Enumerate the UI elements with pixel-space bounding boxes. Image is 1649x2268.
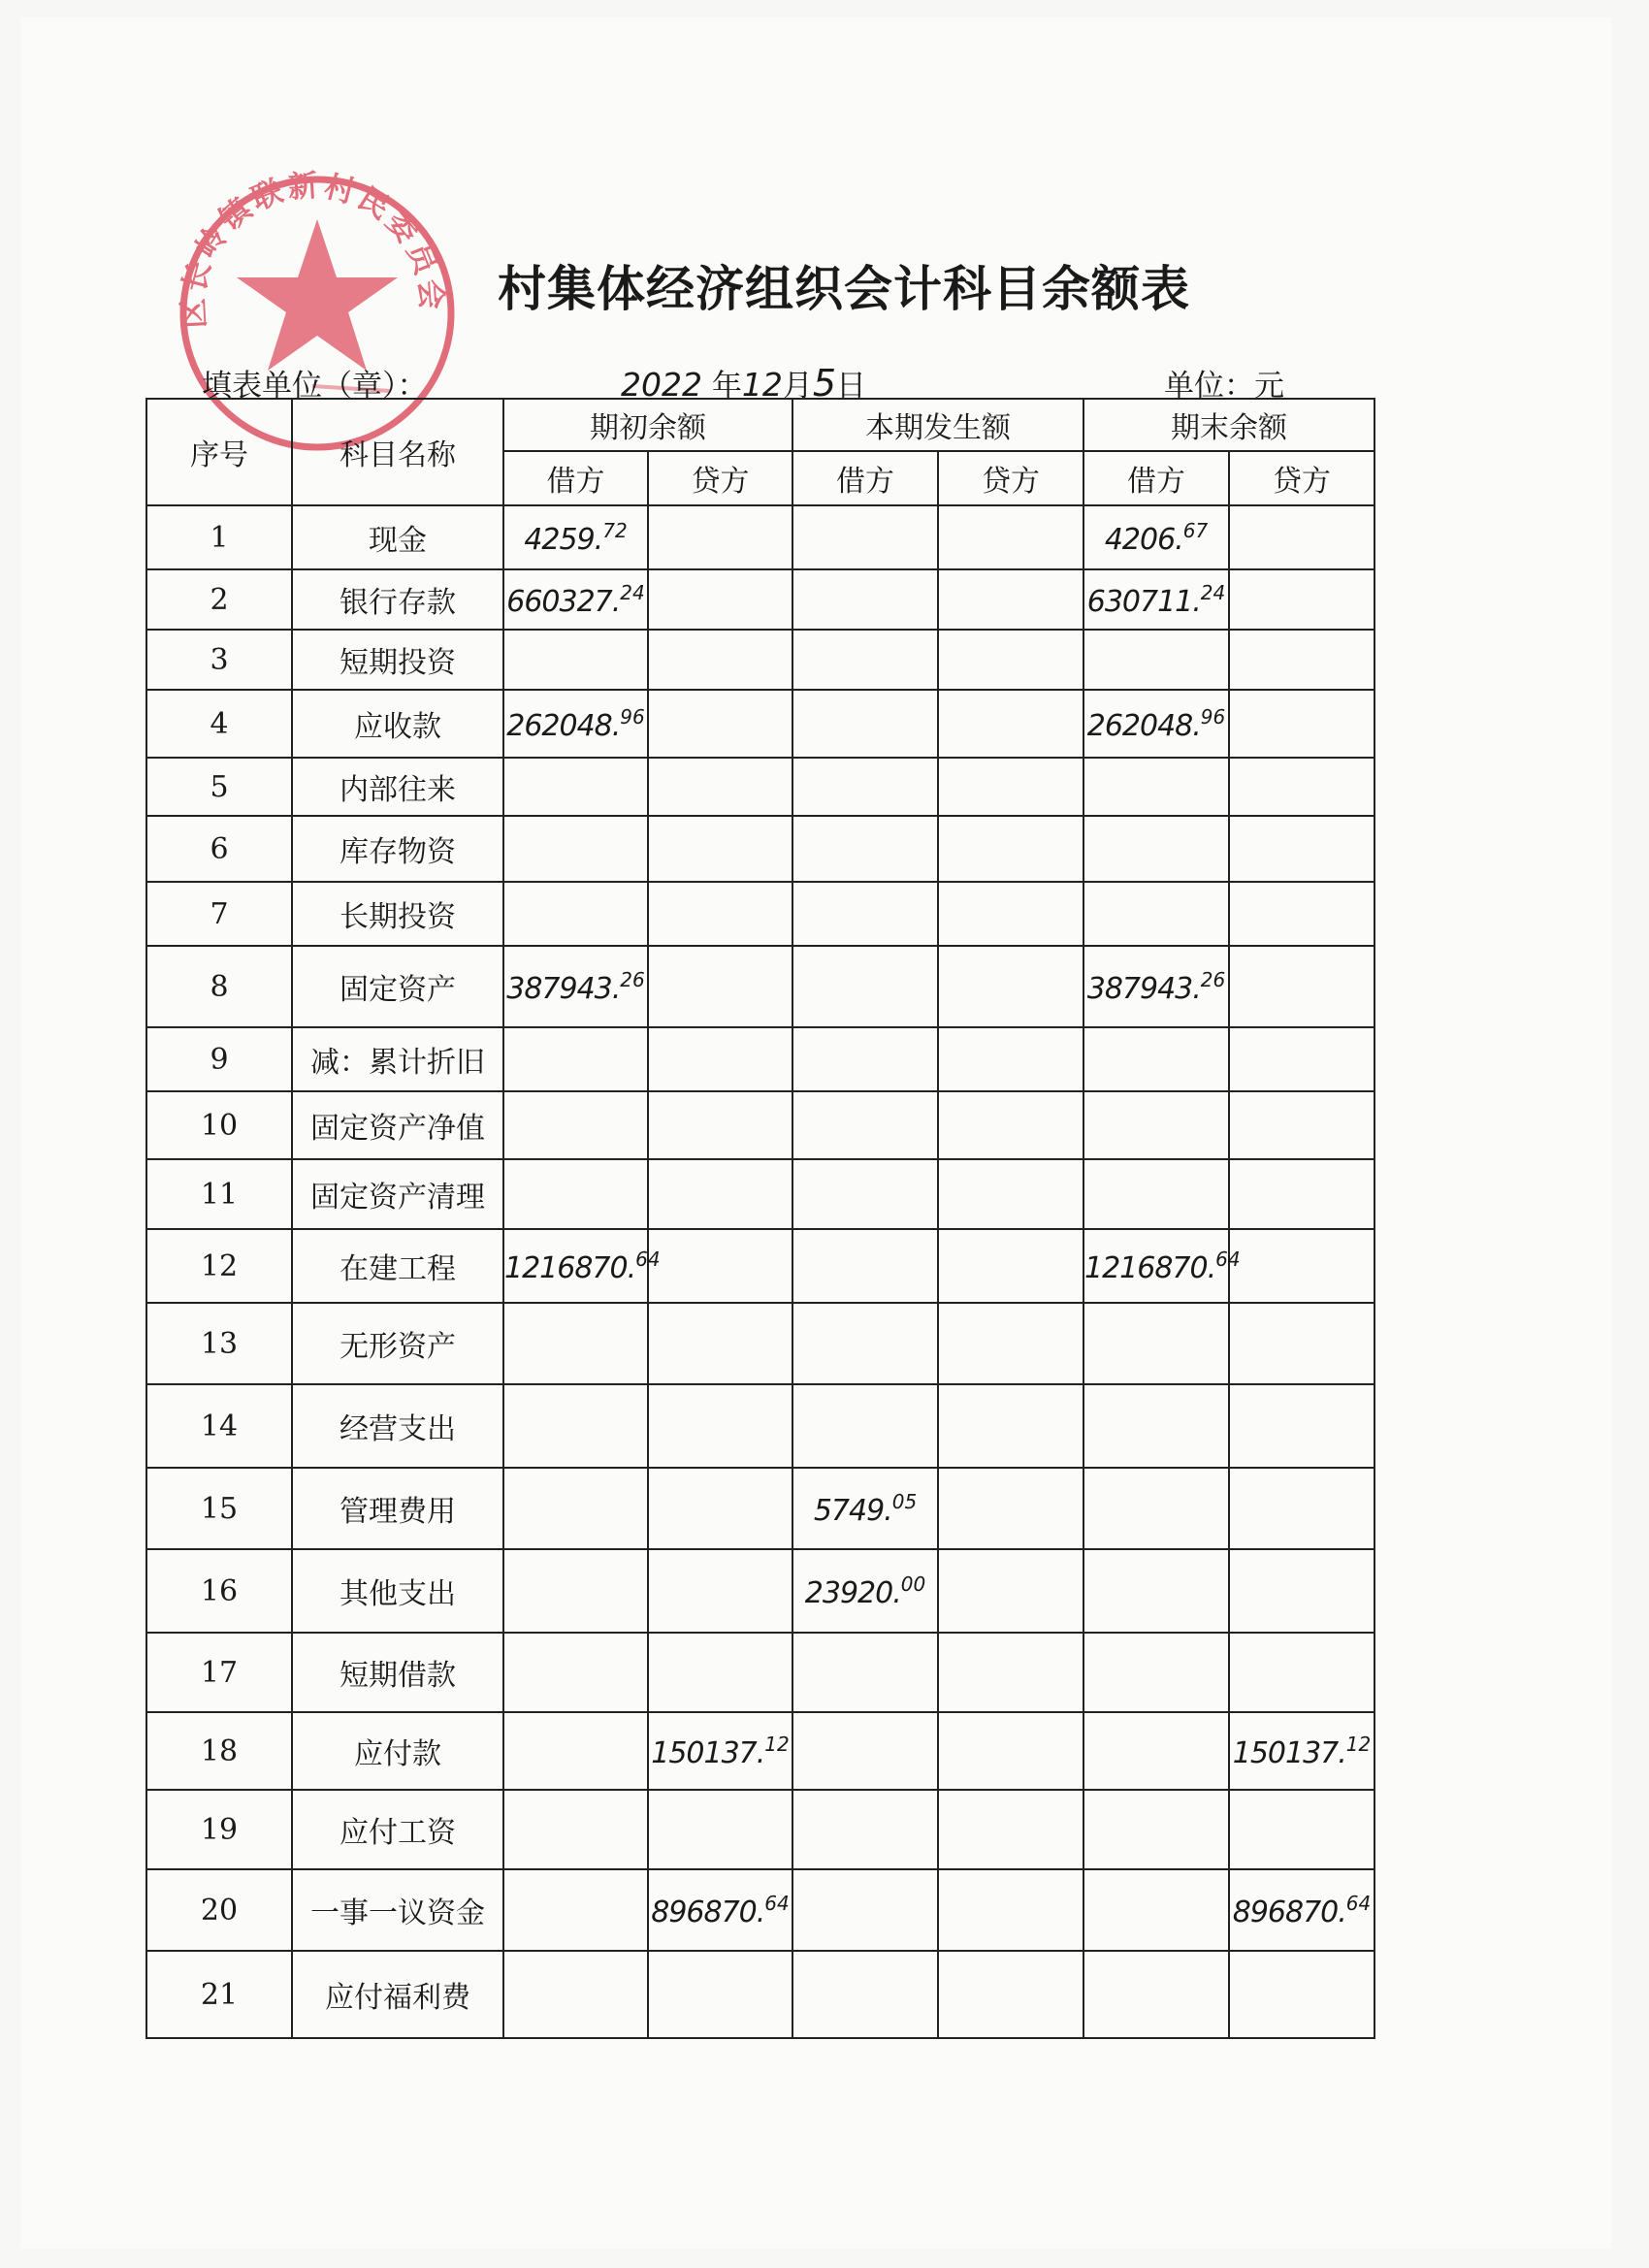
row-index: 13: [146, 1303, 292, 1384]
amount-opening-credit: [648, 816, 792, 882]
amount-decimals: 64: [764, 1891, 790, 1915]
amount-opening-debit: [503, 1384, 648, 1468]
subject-name: 应付款: [292, 1712, 503, 1790]
amount-decimals: 26: [620, 967, 645, 991]
col-header-current-credit: 贷方: [938, 451, 1083, 505]
amount-closing-debit: [1083, 1468, 1229, 1549]
table-row: [146, 1468, 1374, 1549]
amount-current-debit: [792, 569, 938, 630]
col-header-index: 序号: [146, 399, 292, 505]
filling-unit-label: 填表单位（章）：: [202, 369, 428, 404]
amount-closing-credit: [1229, 505, 1374, 569]
subject-name: 一事一议资金: [292, 1869, 503, 1951]
amount-value: 387943.: [506, 971, 621, 1006]
amount-opening-debit: [503, 630, 648, 690]
amount-current-debit: [792, 1633, 938, 1712]
amount-decimals: 00: [900, 1571, 926, 1596]
amount-opening-debit: [503, 1027, 648, 1091]
amount-closing-debit: [1083, 946, 1229, 1027]
amount-current-credit: [938, 505, 1083, 569]
col-header-closing: 期末余额: [1083, 399, 1374, 451]
table-row: [146, 569, 1374, 630]
amount-decimals: 24: [620, 580, 645, 604]
amount-opening-credit: [648, 569, 792, 630]
amount-opening-credit: [648, 1159, 792, 1229]
amount-closing-credit: [1229, 1384, 1374, 1468]
amount-current-debit: [792, 505, 938, 569]
amount-current-credit: [938, 1159, 1083, 1229]
amount-current-credit: [938, 1468, 1083, 1549]
amount-opening-credit: [648, 1229, 792, 1303]
amount-current-debit: [792, 1229, 938, 1303]
amount-current-credit: [938, 1303, 1083, 1384]
amount-opening-credit: [648, 1549, 792, 1633]
table-row: [146, 1303, 1374, 1384]
amount-closing-credit: [1229, 690, 1374, 758]
col-header-opening-credit: 贷方: [648, 451, 792, 505]
amount-value: 4206.: [1104, 522, 1183, 557]
amount-current-credit: [938, 1229, 1083, 1303]
amount-closing-debit: [1083, 1712, 1229, 1790]
amount-value: 1216870.: [504, 1250, 636, 1285]
amount-opening-credit: [648, 1869, 792, 1951]
amount-value: 1216870.: [1084, 1250, 1216, 1285]
amount-current-credit: [938, 1633, 1083, 1712]
amount-decimals: 26: [1200, 967, 1226, 991]
amount-closing-debit: [1083, 569, 1229, 630]
amount-current-credit: [938, 1790, 1083, 1869]
amount-value: 896870.: [651, 1895, 765, 1929]
amount-current-credit: [938, 690, 1083, 758]
amount-value: 150137.: [1232, 1735, 1346, 1770]
subject-name: 经营支出: [292, 1384, 503, 1468]
amount-decimals: 12: [1345, 1732, 1372, 1756]
amount-decimals: 24: [1200, 580, 1226, 604]
amount-opening-credit: [648, 1303, 792, 1384]
subject-name: 固定资产净值: [292, 1091, 503, 1159]
amount-decimals: 12: [764, 1732, 790, 1756]
amount-current-debit: [792, 1384, 938, 1468]
table-row: [146, 1633, 1374, 1712]
subject-name: 在建工程: [292, 1229, 503, 1303]
subject-name: 固定资产清理: [292, 1159, 503, 1229]
amount-decimals: 72: [602, 518, 628, 542]
amount-opening-credit: [648, 690, 792, 758]
date-year: 2022: [621, 366, 702, 404]
subject-name: 短期投资: [292, 630, 503, 690]
amount-closing-credit: [1229, 630, 1374, 690]
currency-unit: 单位：元: [1164, 369, 1284, 404]
date-month-char: 月: [782, 369, 813, 404]
row-index: 16: [146, 1549, 292, 1633]
amount-closing-debit: [1083, 505, 1229, 569]
row-index: 5: [146, 758, 292, 816]
amount-closing-credit: [1229, 1549, 1374, 1633]
subject-name: 应付工资: [292, 1790, 503, 1869]
amount-opening-credit: [648, 1712, 792, 1790]
subject-name: 固定资产: [292, 946, 503, 1027]
amount-current-debit: [792, 758, 938, 816]
table-row: [146, 816, 1374, 882]
amount-value: 4259.: [524, 522, 603, 557]
balance-table: [146, 398, 1375, 2039]
table-row: [146, 630, 1374, 690]
amount-opening-debit: [503, 1303, 648, 1384]
amount-closing-credit: [1229, 569, 1374, 630]
amount-opening-credit: [648, 1091, 792, 1159]
amount-opening-debit: [503, 1712, 648, 1790]
amount-closing-debit: [1083, 1869, 1229, 1951]
amount-closing-debit: [1083, 1027, 1229, 1091]
amount-opening-credit: [648, 1027, 792, 1091]
col-header-opening-debit: 借方: [503, 451, 648, 505]
amount-opening-debit: [503, 758, 648, 816]
amount-current-debit: [792, 816, 938, 882]
amount-closing-credit: [1229, 1869, 1374, 1951]
amount-closing-credit: [1229, 1303, 1374, 1384]
amount-opening-debit: [503, 1229, 661, 1303]
amount-current-debit: [792, 1303, 938, 1384]
table-row: [146, 882, 1374, 946]
amount-closing-debit: [1083, 1091, 1229, 1159]
amount-closing-debit: [1083, 1303, 1229, 1384]
amount-current-credit: [938, 882, 1083, 946]
amount-opening-debit: [503, 569, 648, 630]
amount-opening-credit: [648, 1468, 792, 1549]
table-row: [146, 690, 1374, 758]
amount-closing-credit: [1229, 882, 1374, 946]
subject-name: 库存物资: [292, 816, 503, 882]
table-body: [146, 505, 1374, 2038]
amount-opening-credit: [648, 1633, 792, 1712]
col-header-closing-debit: 借方: [1083, 451, 1229, 505]
amount-opening-debit: [503, 1091, 648, 1159]
table-row: [146, 1384, 1374, 1468]
amount-opening-credit: [648, 505, 792, 569]
amount-opening-credit: [648, 758, 792, 816]
amount-current-debit: [792, 946, 938, 1027]
amount-current-debit: [792, 630, 938, 690]
amount-opening-debit: [503, 1468, 648, 1549]
amount-opening-debit: [503, 1633, 648, 1712]
table-row: [146, 1790, 1374, 1869]
date-day-char: 日: [836, 369, 867, 404]
amount-closing-debit: [1083, 1790, 1229, 1869]
col-header-current: 本期发生额: [792, 399, 1083, 451]
amount-current-debit: [792, 690, 938, 758]
amount-current-debit: [792, 1027, 938, 1091]
date-year-char: 年: [711, 369, 742, 404]
table-row: [146, 1549, 1374, 1633]
amount-current-credit: [938, 630, 1083, 690]
row-index: 18: [146, 1712, 292, 1790]
amount-closing-debit: [1083, 690, 1229, 758]
amount-opening-debit: [503, 690, 648, 758]
amount-decimals: 96: [620, 704, 645, 729]
row-index: 6: [146, 816, 292, 882]
amount-decimals: 64: [1215, 1247, 1241, 1271]
amount-opening-debit: [503, 505, 648, 569]
amount-current-debit: [792, 1790, 938, 1869]
subject-name: 银行存款: [292, 569, 503, 630]
col-header-subject: 科目名称: [292, 399, 503, 505]
row-index: 17: [146, 1633, 292, 1712]
amount-current-credit: [938, 1384, 1083, 1468]
subject-name: 管理费用: [292, 1468, 503, 1549]
row-index: 8: [146, 946, 292, 1027]
subject-name: 其他支出: [292, 1549, 503, 1633]
amount-closing-debit: [1083, 1229, 1241, 1303]
row-index: 4: [146, 690, 292, 758]
amount-current-credit: [938, 569, 1083, 630]
amount-current-credit: [938, 1549, 1083, 1633]
amount-decimals: 05: [891, 1489, 918, 1513]
amount-opening-credit: [648, 1951, 792, 2038]
row-index: 3: [146, 630, 292, 690]
subject-name: 无形资产: [292, 1303, 503, 1384]
table-row: [146, 1159, 1374, 1229]
amount-current-credit: [938, 1951, 1083, 2038]
page-title: 村集体经济组织会计科目余额表: [498, 261, 1190, 317]
amount-closing-debit: [1083, 1633, 1229, 1712]
amount-decimals: 67: [1182, 518, 1209, 542]
amount-closing-debit: [1083, 758, 1229, 816]
amount-value: 23920.: [804, 1575, 901, 1610]
amount-value: 150137.: [651, 1735, 765, 1770]
amount-closing-credit: [1229, 1229, 1374, 1303]
amount-current-credit: [938, 1027, 1083, 1091]
amount-opening-credit: [648, 946, 792, 1027]
subject-name: 内部往来: [292, 758, 503, 816]
amount-value: 5749.: [813, 1493, 892, 1528]
amount-opening-debit: [503, 1549, 648, 1633]
amount-closing-debit: [1083, 882, 1229, 946]
amount-current-credit: [938, 1869, 1083, 1951]
amount-closing-credit: [1229, 946, 1374, 1027]
amount-current-debit: [792, 1091, 938, 1159]
amount-current-debit: [792, 1549, 938, 1633]
subject-name: 应收款: [292, 690, 503, 758]
amount-closing-credit: [1229, 1468, 1374, 1549]
amount-decimals: 96: [1200, 704, 1226, 729]
amount-opening-debit: [503, 1951, 648, 2038]
amount-opening-debit: [503, 1159, 648, 1229]
table-row: [146, 1712, 1374, 1790]
row-index: 15: [146, 1468, 292, 1549]
amount-closing-debit: [1083, 1951, 1229, 2038]
amount-current-debit: [792, 1869, 938, 1951]
row-index: 11: [146, 1159, 292, 1229]
amount-opening-credit: [648, 1790, 792, 1869]
table-row: [146, 505, 1374, 569]
amount-current-credit: [938, 1091, 1083, 1159]
amount-closing-debit: [1083, 1159, 1229, 1229]
amount-current-credit: [938, 946, 1083, 1027]
subject-name: 短期借款: [292, 1633, 503, 1712]
amount-closing-credit: [1229, 1712, 1374, 1790]
row-index: 21: [146, 1951, 292, 2038]
table-row: [146, 758, 1374, 816]
amount-opening-debit: [503, 882, 648, 946]
col-header-current-debit: 借方: [792, 451, 938, 505]
amount-opening-credit: [648, 630, 792, 690]
amount-value: 896870.: [1232, 1895, 1346, 1929]
subject-name: 现金: [292, 505, 503, 569]
amount-value: 630711.: [1086, 584, 1201, 619]
table-row: [146, 1951, 1374, 2038]
row-index: 19: [146, 1790, 292, 1869]
row-index: 12: [146, 1229, 292, 1303]
amount-closing-debit: [1083, 816, 1229, 882]
row-index: 10: [146, 1091, 292, 1159]
amount-closing-credit: [1229, 1633, 1374, 1712]
subject-name: 应付福利费: [292, 1951, 503, 2038]
amount-closing-credit: [1229, 1091, 1374, 1159]
svg-text:区长岭镇联新村民委员会: 区长岭镇联新村民委员会: [176, 168, 449, 330]
amount-value: 387943.: [1086, 971, 1201, 1006]
row-index: 2: [146, 569, 292, 630]
amount-opening-credit: [648, 882, 792, 946]
date-month: 12: [741, 366, 783, 404]
subject-name: 减：累计折旧: [292, 1027, 503, 1091]
col-header-closing-credit: 贷方: [1229, 451, 1374, 505]
amount-closing-debit: [1083, 1384, 1229, 1468]
amount-opening-debit: [503, 1869, 648, 1951]
table-row: [146, 1869, 1374, 1951]
amount-decimals: 64: [635, 1247, 661, 1271]
table-row: [146, 946, 1374, 1027]
amount-closing-credit: [1229, 1790, 1374, 1869]
amount-current-debit: [792, 1159, 938, 1229]
amount-opening-debit: [503, 1790, 648, 1869]
table-row: [146, 1091, 1374, 1159]
col-header-opening: 期初余额: [503, 399, 792, 451]
table-row: [146, 1027, 1374, 1091]
amount-current-debit: [792, 1712, 938, 1790]
row-index: 7: [146, 882, 292, 946]
amount-current-debit: [792, 1468, 938, 1549]
amount-closing-credit: [1229, 1027, 1374, 1091]
amount-closing-debit: [1083, 1549, 1229, 1633]
amount-opening-debit: [503, 816, 648, 882]
subject-name: 长期投资: [292, 882, 503, 946]
date-day: 5: [812, 362, 837, 405]
amount-current-credit: [938, 1712, 1083, 1790]
amount-opening-credit: [648, 1384, 792, 1468]
amount-closing-credit: [1229, 1159, 1374, 1229]
row-index: 20: [146, 1869, 292, 1951]
amount-closing-credit: [1229, 816, 1374, 882]
amount-value: 262048.: [1086, 708, 1201, 743]
amount-opening-debit: [503, 946, 648, 1027]
amount-decimals: 64: [1345, 1891, 1372, 1915]
amount-value: 660327.: [506, 584, 621, 619]
amount-current-credit: [938, 758, 1083, 816]
row-index: 1: [146, 505, 292, 569]
row-index: 9: [146, 1027, 292, 1091]
table-row: [146, 1229, 1374, 1303]
amount-current-debit: [792, 1951, 938, 2038]
amount-current-debit: [792, 882, 938, 946]
amount-value: 262048.: [506, 708, 621, 743]
amount-current-credit: [938, 816, 1083, 882]
amount-closing-debit: [1083, 630, 1229, 690]
row-index: 14: [146, 1384, 292, 1468]
amount-closing-credit: [1229, 758, 1374, 816]
amount-closing-credit: [1229, 1951, 1374, 2038]
